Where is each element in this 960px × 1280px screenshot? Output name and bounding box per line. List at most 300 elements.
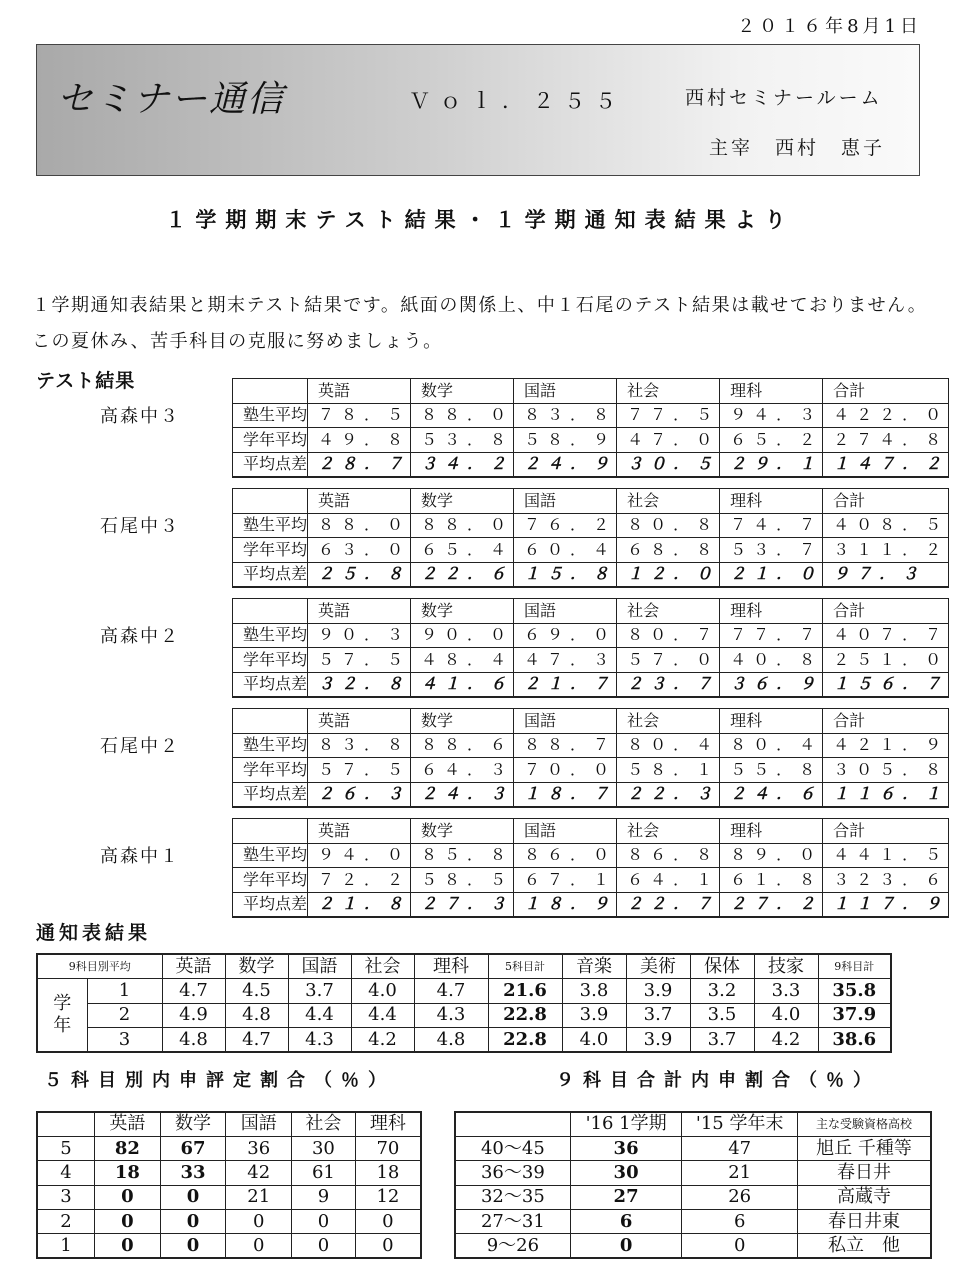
score-cell: ２１．８ [308, 892, 411, 917]
percent-cell: 0 [160, 1234, 226, 1258]
school-label: 高森中１ [100, 846, 180, 867]
grade-cell: 4.9 [162, 1003, 225, 1028]
score-cell: ２１．７ [514, 672, 617, 697]
percent-cell: 0 [95, 1210, 161, 1234]
row-label: 学年平均 [233, 648, 308, 673]
percent-cell: 0 [226, 1210, 292, 1234]
score-cell: ８０．８ [617, 513, 720, 538]
score-cell: ９７．３ [823, 562, 949, 587]
table-row [233, 403, 949, 428]
table-row [455, 1185, 931, 1209]
row-label: 32～35 [455, 1185, 570, 1209]
score-cell: ４８．４ [411, 648, 514, 673]
score-cell: ８８．６ [411, 733, 514, 758]
score-cell: ４７．３ [514, 648, 617, 673]
percent-cell: 70 [355, 1136, 421, 1160]
table-row [233, 538, 949, 563]
table-header-row [455, 1112, 931, 1136]
table-row [37, 1161, 421, 1185]
column-header: 国語 [226, 1112, 292, 1136]
column-header: 社会 [292, 1112, 356, 1136]
grade-cell: 4.7 [225, 1028, 288, 1053]
report-card-heading: 通知表結果 [36, 922, 152, 944]
score-cell: ４９．８ [308, 428, 411, 453]
score-cell: ３０．５ [617, 452, 720, 477]
score-cell: １１７．９ [823, 892, 949, 917]
percent-cell: 0 [292, 1210, 356, 1234]
column-header: 理科 [720, 379, 823, 404]
grade-cell: 4.7 [162, 979, 225, 1004]
table-row [455, 1234, 931, 1258]
column-header: 数学 [225, 954, 288, 979]
score-cell: ８０．４ [617, 733, 720, 758]
nine-subject-distribution-table [454, 1111, 932, 1259]
score-cell: ３６．９ [720, 672, 823, 697]
column-header: 理科 [720, 819, 823, 844]
score-cell: １８．９ [514, 892, 617, 917]
score-cell: ６５．２ [720, 428, 823, 453]
column-header: 理科 [355, 1112, 421, 1136]
score-cell: ６９．０ [514, 623, 617, 648]
grade-cell: 4.4 [288, 1003, 351, 1028]
issue-date: ２０１６年8月1日 [737, 16, 922, 37]
percent-cell: 6 [682, 1210, 798, 1234]
column-header: 英語 [308, 489, 411, 514]
score-cell: ５７．５ [308, 648, 411, 673]
score-cell: ８８．０ [411, 403, 514, 428]
row-label: 塾生平均 [233, 733, 308, 758]
table-row [233, 892, 949, 917]
row-label: 学年平均 [233, 538, 308, 563]
column-header: 社会 [617, 599, 720, 624]
grade-cell: 4.2 [754, 1028, 818, 1053]
column-header: 英語 [308, 379, 411, 404]
table-row [37, 1234, 421, 1258]
grade-cell: 35.8 [818, 979, 891, 1004]
score-cell: ６７．１ [514, 868, 617, 893]
score-cell: ２５．８ [308, 562, 411, 587]
row-label: 平均点差 [233, 562, 308, 587]
table-header-row [233, 709, 949, 734]
score-cell: ５８．５ [411, 868, 514, 893]
percent-cell: 27 [570, 1185, 682, 1209]
column-header: 技家 [754, 954, 818, 979]
column-header: 数学 [411, 379, 514, 404]
score-cell: ４４１．５ [823, 843, 949, 868]
column-header: 理科 [720, 599, 823, 624]
score-cell: ２４．９ [514, 452, 617, 477]
five-subject-distribution-title: ５科目別内申評定割合（％） [44, 1070, 395, 1091]
test-table [232, 598, 949, 698]
score-cell: ６４．３ [411, 758, 514, 783]
headline: １学期期末テスト結果・１学期通知表結果より [165, 208, 795, 232]
table-row [233, 452, 949, 477]
table-row [233, 868, 949, 893]
score-cell: ７８．５ [308, 403, 411, 428]
score-cell: １１６．１ [823, 782, 949, 807]
percent-cell: 26 [682, 1185, 798, 1209]
column-header: 社会 [351, 954, 414, 979]
score-cell: ２４．３ [411, 782, 514, 807]
score-cell: ９４．０ [308, 843, 411, 868]
percent-cell: 春日井東 [797, 1210, 931, 1234]
score-cell: １２．０ [617, 562, 720, 587]
column-header: 理科 [414, 954, 488, 979]
score-cell: ４０８．５ [823, 513, 949, 538]
masthead [36, 44, 920, 176]
score-cell: １５６．７ [823, 672, 949, 697]
grade-cell: 3.7 [288, 979, 351, 1004]
percent-cell: 0 [160, 1185, 226, 1209]
score-cell: ２９．１ [720, 452, 823, 477]
row-label: 40～45 [455, 1136, 570, 1160]
percent-cell: 18 [355, 1161, 421, 1185]
score-cell: ９０．０ [411, 623, 514, 648]
score-cell: ２２．７ [617, 892, 720, 917]
score-cell: ８３．８ [308, 733, 411, 758]
table-header-row [233, 489, 949, 514]
row-label: 4 [37, 1161, 95, 1185]
score-cell: ４１．６ [411, 672, 514, 697]
grade-cell: 4.8 [414, 1028, 488, 1053]
grade-cell: 37.9 [818, 1003, 891, 1028]
score-cell: ７４．７ [720, 513, 823, 538]
grade-cell: 4.7 [414, 979, 488, 1004]
grade-cell: 3.2 [690, 979, 754, 1004]
grade-cell: 3.9 [562, 1003, 626, 1028]
percent-cell: 私立 他 [797, 1234, 931, 1258]
column-header: 数学 [411, 709, 514, 734]
row-label: 3 [37, 1185, 95, 1209]
grade-cell: 3.8 [562, 979, 626, 1004]
grade-cell: 38.6 [818, 1028, 891, 1053]
score-cell: ３２３．６ [823, 868, 949, 893]
table-header-row [37, 1112, 421, 1136]
column-header: 数学 [411, 599, 514, 624]
percent-cell: 21 [682, 1161, 798, 1185]
percent-cell: 42 [226, 1161, 292, 1185]
test-results-heading: テスト結果 [36, 370, 136, 392]
score-cell: ５３．８ [411, 428, 514, 453]
row-label: 学年平均 [233, 758, 308, 783]
grade-cell: 4.0 [562, 1028, 626, 1053]
score-cell: １８．７ [514, 782, 617, 807]
test-table [232, 708, 949, 808]
score-cell: ７６．２ [514, 513, 617, 538]
column-header: 合計 [823, 709, 949, 734]
column-header: 国語 [514, 709, 617, 734]
nine-subject-distribution-title: ９科目合計内申割合（％） [556, 1070, 880, 1091]
row-label: 9～26 [455, 1234, 570, 1258]
score-cell: ４７．０ [617, 428, 720, 453]
grade-number: 3 [87, 1028, 162, 1053]
percent-cell: 高蔵寺 [797, 1185, 931, 1209]
grade-cell: 4.4 [351, 1003, 414, 1028]
score-cell: ２２．６ [411, 562, 514, 587]
column-header: 社会 [617, 489, 720, 514]
score-cell: ８８．０ [411, 513, 514, 538]
score-cell: ２５１．０ [823, 648, 949, 673]
percent-cell: 0 [292, 1234, 356, 1258]
column-header: '16 1学期 [570, 1112, 682, 1136]
school-label: 高森中３ [100, 406, 180, 427]
grade-cell: 4.3 [288, 1028, 351, 1053]
score-cell: ８９．０ [720, 843, 823, 868]
percent-cell: 30 [292, 1136, 356, 1160]
column-header: 国語 [514, 819, 617, 844]
grade-number: 1 [87, 979, 162, 1004]
score-cell: ６０．４ [514, 538, 617, 563]
column-header: 合計 [823, 379, 949, 404]
score-cell: １４７．２ [823, 452, 949, 477]
table-row [233, 782, 949, 807]
score-cell: ９０．３ [308, 623, 411, 648]
score-cell: ７２．２ [308, 868, 411, 893]
score-cell: ９４．３ [720, 403, 823, 428]
row-label: 27～31 [455, 1210, 570, 1234]
score-cell: ６８．８ [617, 538, 720, 563]
percent-cell: 47 [682, 1136, 798, 1160]
percent-cell: 36 [226, 1136, 292, 1160]
grade-cell: 22.8 [488, 1028, 562, 1053]
column-header: 保体 [690, 954, 754, 979]
score-cell: ５３．７ [720, 538, 823, 563]
column-header: 理科 [720, 489, 823, 514]
row-label: 塾生平均 [233, 623, 308, 648]
report-card-table [36, 953, 892, 1053]
column-header: 英語 [95, 1112, 161, 1136]
row-label: 1 [37, 1234, 95, 1258]
grade-cell: 4.8 [162, 1028, 225, 1053]
column-header: '15 学年末 [682, 1112, 798, 1136]
score-cell: ２６．３ [308, 782, 411, 807]
row-label: 学年平均 [233, 868, 308, 893]
score-cell: ７７．５ [617, 403, 720, 428]
percent-cell: 0 [226, 1234, 292, 1258]
column-header: 9科目計 [818, 954, 891, 979]
table-header-row [233, 599, 949, 624]
grade-cell: 4.0 [351, 979, 414, 1004]
percent-cell: 0 [355, 1234, 421, 1258]
score-cell: ３１１．２ [823, 538, 949, 563]
column-header: 英語 [308, 819, 411, 844]
column-header: 数学 [411, 489, 514, 514]
row-label: 平均点差 [233, 672, 308, 697]
table-row [233, 733, 949, 758]
table-header-row [233, 819, 949, 844]
grade-cell: 3.9 [626, 979, 690, 1004]
column-header: 合計 [823, 599, 949, 624]
score-cell: ６４．１ [617, 868, 720, 893]
column-header: 国語 [514, 379, 617, 404]
score-cell: ３２．８ [308, 672, 411, 697]
percent-cell: 61 [292, 1161, 356, 1185]
grade-cell: 4.2 [351, 1028, 414, 1053]
table-header-row [37, 954, 891, 979]
corner-label: 9科目別平均 [37, 954, 162, 979]
score-cell: ２１．０ [720, 562, 823, 587]
column-header: 国語 [514, 489, 617, 514]
test-table [232, 488, 949, 588]
column-header [233, 599, 308, 624]
grade-cell: 3.7 [626, 1003, 690, 1028]
school-label: 高森中２ [100, 626, 180, 647]
table-row [455, 1161, 931, 1185]
score-cell: ６３．０ [308, 538, 411, 563]
intro-paragraph: １学期通知表結果と期末テスト結果です。紙面の関係上、中１石尾のテスト結果は載せておりません。この夏休み、苦手科目の克服に努めましょう。 [32, 295, 928, 352]
grade-cell: 3.7 [690, 1028, 754, 1053]
column-header [233, 709, 308, 734]
table-row [233, 428, 949, 453]
score-cell: ８６．８ [617, 843, 720, 868]
percent-cell: 0 [95, 1234, 161, 1258]
column-header: 社会 [617, 379, 720, 404]
table-row [37, 1136, 421, 1160]
school-label: 石尾中３ [100, 516, 180, 537]
table-row [233, 648, 949, 673]
column-header: 社会 [617, 819, 720, 844]
row-label: 2 [37, 1210, 95, 1234]
score-cell: ４２２．０ [823, 403, 949, 428]
percent-cell: 21 [226, 1185, 292, 1209]
percent-cell: 春日井 [797, 1161, 931, 1185]
volume-number: Ｖｏｌ．２５５ [409, 89, 626, 113]
table-row [37, 1185, 421, 1209]
score-cell: ４２１．９ [823, 733, 949, 758]
column-header: 5科目計 [488, 954, 562, 979]
column-header: 社会 [617, 709, 720, 734]
test-table [232, 378, 949, 478]
newsletter-title: セミナー通信 [57, 79, 286, 120]
table-row [233, 513, 949, 538]
score-cell: ３０５．８ [823, 758, 949, 783]
column-header: 英語 [162, 954, 225, 979]
column-header: 主な受験資格高校 [797, 1112, 931, 1136]
column-header: 国語 [288, 954, 351, 979]
score-cell: ６５．４ [411, 538, 514, 563]
percent-cell: 33 [160, 1161, 226, 1185]
score-cell: ５５．８ [720, 758, 823, 783]
table-row [233, 672, 949, 697]
score-cell: ８０．４ [720, 733, 823, 758]
score-cell: ５８．９ [514, 428, 617, 453]
table-row [233, 623, 949, 648]
score-cell: １５．８ [514, 562, 617, 587]
column-header: 音楽 [562, 954, 626, 979]
table-row [233, 758, 949, 783]
row-label: 5 [37, 1136, 95, 1160]
percent-cell: 0 [682, 1234, 798, 1258]
table-row [233, 843, 949, 868]
grade-cell: 3.9 [626, 1028, 690, 1053]
grade-cell: 4.5 [225, 979, 288, 1004]
column-header: 合計 [823, 489, 949, 514]
score-cell: ２４．６ [720, 782, 823, 807]
row-label: 36～39 [455, 1161, 570, 1185]
score-cell: ４０．８ [720, 648, 823, 673]
score-cell: ８５．８ [411, 843, 514, 868]
row-label: 塾生平均 [233, 403, 308, 428]
row-label: 平均点差 [233, 782, 308, 807]
column-header [233, 489, 308, 514]
score-cell: ２２．３ [617, 782, 720, 807]
grade-cell: 3.3 [754, 979, 818, 1004]
row-label: 平均点差 [233, 452, 308, 477]
five-subject-distribution-table [36, 1111, 422, 1259]
percent-cell: 18 [95, 1161, 161, 1185]
percent-cell: 0 [95, 1185, 161, 1209]
row-label: 学年平均 [233, 428, 308, 453]
percent-cell: 旭丘 千種等 [797, 1136, 931, 1160]
column-header [233, 819, 308, 844]
score-cell: ７０．０ [514, 758, 617, 783]
grade-cell: 3.5 [690, 1003, 754, 1028]
percent-cell: 9 [292, 1185, 356, 1209]
score-cell: ６１．８ [720, 868, 823, 893]
test-table [232, 818, 949, 918]
percent-cell: 0 [160, 1210, 226, 1234]
score-cell: ８６．０ [514, 843, 617, 868]
grade-cell: 4.3 [414, 1003, 488, 1028]
table-row [455, 1136, 931, 1160]
score-cell: ５７．０ [617, 648, 720, 673]
table-row [37, 1210, 421, 1234]
score-cell: ２７．２ [720, 892, 823, 917]
grade-number: 2 [87, 1003, 162, 1028]
percent-cell: 12 [355, 1185, 421, 1209]
column-header: 数学 [160, 1112, 226, 1136]
table-row [37, 1028, 891, 1053]
table-row [233, 562, 949, 587]
author-name: 主宰 西村 恵子 [709, 137, 886, 159]
school-label: 石尾中２ [100, 736, 180, 757]
score-cell: ８８．７ [514, 733, 617, 758]
percent-cell: 0 [570, 1234, 682, 1258]
table-row [37, 979, 891, 1004]
score-cell: ８８．０ [308, 513, 411, 538]
organization-name: 西村セミナールーム [685, 87, 883, 109]
percent-cell: 0 [355, 1210, 421, 1234]
column-header: 合計 [823, 819, 949, 844]
grade-cell: 4.8 [225, 1003, 288, 1028]
row-label: 塾生平均 [233, 513, 308, 538]
table-header-row [233, 379, 949, 404]
column-header: 美術 [626, 954, 690, 979]
percent-cell: 30 [570, 1161, 682, 1185]
grade-side-label: 学 年 [37, 979, 87, 1053]
percent-cell: 6 [570, 1210, 682, 1234]
column-header: 英語 [308, 709, 411, 734]
score-cell: ３４．２ [411, 452, 514, 477]
percent-cell: 67 [160, 1136, 226, 1160]
column-header [37, 1112, 95, 1136]
column-header [455, 1112, 570, 1136]
score-cell: ２７４．８ [823, 428, 949, 453]
column-header: 英語 [308, 599, 411, 624]
score-cell: ４０７．７ [823, 623, 949, 648]
score-cell: ２７．３ [411, 892, 514, 917]
percent-cell: 82 [95, 1136, 161, 1160]
grade-cell: 22.8 [488, 1003, 562, 1028]
score-cell: ８３．８ [514, 403, 617, 428]
column-header [233, 379, 308, 404]
grade-cell: 21.6 [488, 979, 562, 1004]
column-header: 国語 [514, 599, 617, 624]
score-cell: ２８．７ [308, 452, 411, 477]
score-cell: ７７．７ [720, 623, 823, 648]
grade-cell: 4.0 [754, 1003, 818, 1028]
score-cell: ５８．１ [617, 758, 720, 783]
